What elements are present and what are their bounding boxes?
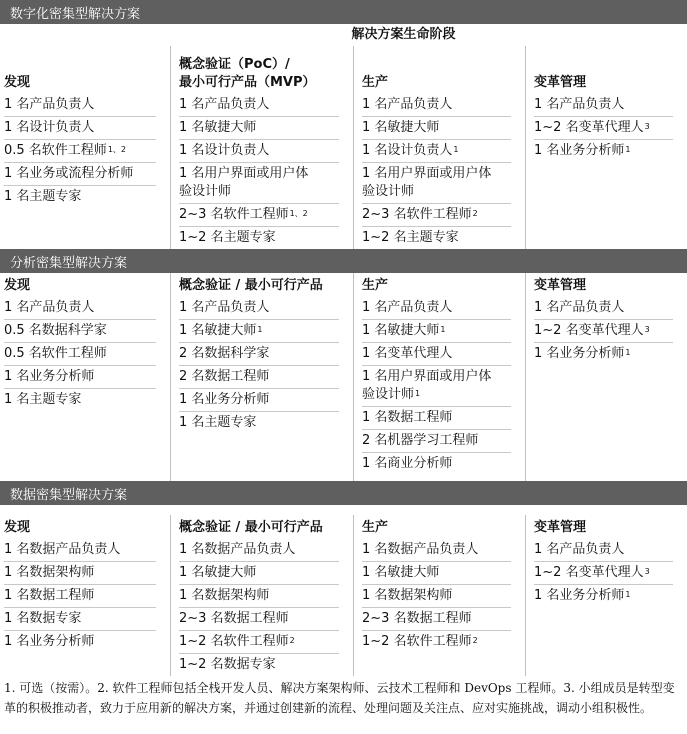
role-row [179,608,339,631]
phase-header: 发现 [4,520,31,535]
role-label: 1 名设计负责人 [179,143,270,158]
role-grid [0,46,687,249]
role-row [362,430,511,453]
role-label: 0.5 名软件工程师 [4,346,107,361]
role-label: 1 名数据工程师 [4,588,95,603]
role-label: 1 名用户界面或用户体 验设计师 [179,166,309,199]
footnote-marker: 1 [625,145,631,154]
role-label: 1 名设计负责人 [4,120,95,135]
footnote-marker: 2 [472,209,478,218]
role-label: 2~3 名软件工程师 [362,207,472,222]
phase-header: 发现 [4,278,31,293]
role-label: 1 名产品负责人 [4,300,95,315]
section-2 [0,249,687,481]
phase-column [353,46,525,249]
role-row [362,453,511,475]
role-label: 1 名设计负责人 [362,143,453,158]
phase-header: 生产 [362,75,389,90]
role-row [179,585,339,608]
role-row [179,140,339,163]
footnote: 1. 可选（按需）。2. 软件工程师包括全栈开发人员、解决方案架构师、云技术工程师和 DevOps 工程师。3. 小组成员是转型变革的积极推动者，致力于应用新的解决方案，并通过创建新的流程、处理问题及关注点、应对实施挑战，调动小组积极性。 [4,681,675,715]
role-row [4,389,156,411]
role-label: 1~2 名变革代理人 [534,565,644,580]
role-label: 0.5 名数据科学家 [4,323,107,338]
role-label: 1 名数据产品负责人 [4,542,121,557]
role-grid [0,273,687,481]
role-label: 1 名产品负责人 [179,97,270,112]
phase-column [170,515,353,676]
role-label: 2 名机器学习工程师 [362,433,479,448]
role-label: 1~2 名变革代理人 [534,120,644,135]
role-label: 1 名业务分析师 [534,143,625,158]
role-label: 1 名敏捷大师 [362,120,440,135]
role-row [362,163,511,204]
role-label: 1 名数据产品负责人 [362,542,479,557]
role-label: 1 名敏捷大师 [179,565,257,580]
footnote-marker: 1 [257,325,263,334]
role-label: 1 名主题专家 [179,415,257,430]
phase-column [525,46,687,249]
footnote-marker: 1、2 [289,209,308,218]
role-label: 1 名产品负责人 [534,542,625,557]
role-label: 1~2 名主题专家 [179,230,276,245]
role-grid [0,515,687,676]
role-label: 1~2 名软件工程师 [362,634,472,649]
phase-column [525,515,687,676]
role-label: 1 名数据产品负责人 [179,542,296,557]
role-row [4,297,156,320]
role-row [4,320,156,343]
role-label: 1 名敏捷大师 [179,120,257,135]
phase-header: 概念验证（PoC）/ 最小可行产品（MVP） [179,57,316,90]
phase-header: 变革管理 [534,75,587,90]
role-label: 1~2 名主题专家 [362,230,459,245]
phase-column [525,273,687,481]
role-row [179,389,339,412]
role-label: 1 名业务分析师 [534,346,625,361]
role-label: 2~3 名数据工程师 [362,611,472,626]
role-row [362,631,511,653]
section-title-bar: 数据密集型解决方案 [0,481,687,505]
role-label: 1 名用户界面或用户体 验设计师 [362,166,492,199]
role-row [362,227,511,249]
role-row [534,320,673,343]
role-label: 1 名主题专家 [4,392,82,407]
role-row [362,366,511,407]
footnote-marker: 2 [289,636,295,645]
role-row [362,117,511,140]
phase-header: 概念验证 / 最小可行产品 [179,520,323,535]
phase-header: 发现 [4,75,31,90]
phase-column [170,46,353,249]
role-label: 1 名敏捷大师 [179,323,257,338]
role-label: 1 名产品负责人 [534,300,625,315]
role-label: 1 名产品负责人 [534,97,625,112]
role-label: 1 名业务分析师 [4,369,95,384]
role-label: 1~2 名软件工程师 [179,634,289,649]
phase-column [353,515,525,676]
phase-header: 概念验证 / 最小可行产品 [179,278,323,293]
footnote-marker: 3 [644,567,650,576]
role-row [534,140,673,162]
role-label: 1 名产品负责人 [4,97,95,112]
role-label: 1 名数据架构师 [179,588,270,603]
role-label: 2~3 名软件工程师 [179,207,289,222]
phase-column [353,273,525,481]
lifecycle-title: 解决方案生命阶段 [351,27,456,42]
role-label: 1 名变革代理人 [362,346,453,361]
phase-header: 生产 [362,520,389,535]
footnote-marker: 1 [415,389,421,398]
role-label: 1 名敏捷大师 [362,565,440,580]
phase-header: 变革管理 [534,278,587,293]
role-row [362,94,511,117]
role-label: 1 名数据架构师 [362,588,453,603]
role-label: 1 名敏捷大师 [362,323,440,338]
role-label: 0.5 名软件工程师 [4,143,107,158]
role-row [534,297,673,320]
role-row [362,140,511,163]
phase-header: 生产 [362,278,389,293]
role-row [362,343,511,366]
footnote-marker: 3 [644,122,650,131]
phase-column [0,46,170,249]
role-label: 1 名产品负责人 [362,97,453,112]
role-row [179,163,339,204]
role-label: 1 名业务或流程分析师 [4,166,134,181]
role-label: 1 名业务分析师 [534,588,625,603]
footnote-marker: 1 [440,325,446,334]
role-label: 2~3 名数据工程师 [179,611,289,626]
role-row [362,539,511,562]
role-row [4,366,156,389]
role-row [179,343,339,366]
role-row [362,562,511,585]
footnote-marker: 1 [625,348,631,357]
phase-column [170,273,353,481]
role-row [362,204,511,227]
role-row [179,654,339,676]
role-row [4,585,156,608]
role-row [179,412,339,434]
role-label: 1 名业务分析师 [4,634,95,649]
footnote-marker: 1 [453,145,459,154]
role-row [179,94,339,117]
role-row [4,140,156,163]
role-row [4,562,156,585]
role-row [179,366,339,389]
role-label: 1~2 名数据专家 [179,657,276,672]
role-row [362,297,511,320]
role-row [179,297,339,320]
role-row [179,117,339,140]
role-label: 1 名用户界面或用户体 验设计师 [362,369,492,402]
role-row [4,117,156,140]
section-1 [0,0,687,249]
phase-header: 变革管理 [534,520,587,535]
role-row [4,608,156,631]
role-row [4,163,156,186]
role-row [179,227,339,249]
role-row [179,631,339,654]
role-row [4,539,156,562]
role-label: 2 名数据工程师 [179,369,270,384]
role-label: 1~2 名变革代理人 [534,323,644,338]
role-label: 1 名数据专家 [4,611,82,626]
footnote-marker: 1、2 [107,145,126,154]
role-label: 1 名商业分析师 [362,456,453,471]
role-row [179,562,339,585]
phase-column [0,515,170,676]
role-row [4,343,156,366]
footnote-marker: 2 [472,636,478,645]
role-row [534,562,673,585]
role-label: 1 名产品负责人 [179,300,270,315]
role-row [4,94,156,117]
role-label: 2 名数据科学家 [179,346,270,361]
footnote-marker: 1 [625,590,631,599]
section-3 [0,481,687,676]
role-label: 1 名产品负责人 [362,300,453,315]
section-title-bar: 分析密集型解决方案 [0,249,687,273]
role-row [534,585,673,607]
role-row [4,631,156,653]
role-row [534,94,673,117]
role-row [362,608,511,631]
role-label: 1 名数据工程师 [362,410,453,425]
role-label: 1 名主题专家 [4,189,82,204]
role-row [179,539,339,562]
role-row [179,204,339,227]
role-label: 1 名业务分析师 [179,392,270,407]
role-row [362,407,511,430]
role-row [362,585,511,608]
role-row [534,343,673,365]
section-title-bar: 数字化密集型解决方案 [0,0,687,24]
footnote-marker: 3 [644,325,650,334]
role-row [534,539,673,562]
role-row [534,117,673,140]
role-label: 1 名数据架构师 [4,565,95,580]
role-row [4,186,156,208]
role-row [179,320,339,343]
role-row [362,320,511,343]
phase-column [0,273,170,481]
